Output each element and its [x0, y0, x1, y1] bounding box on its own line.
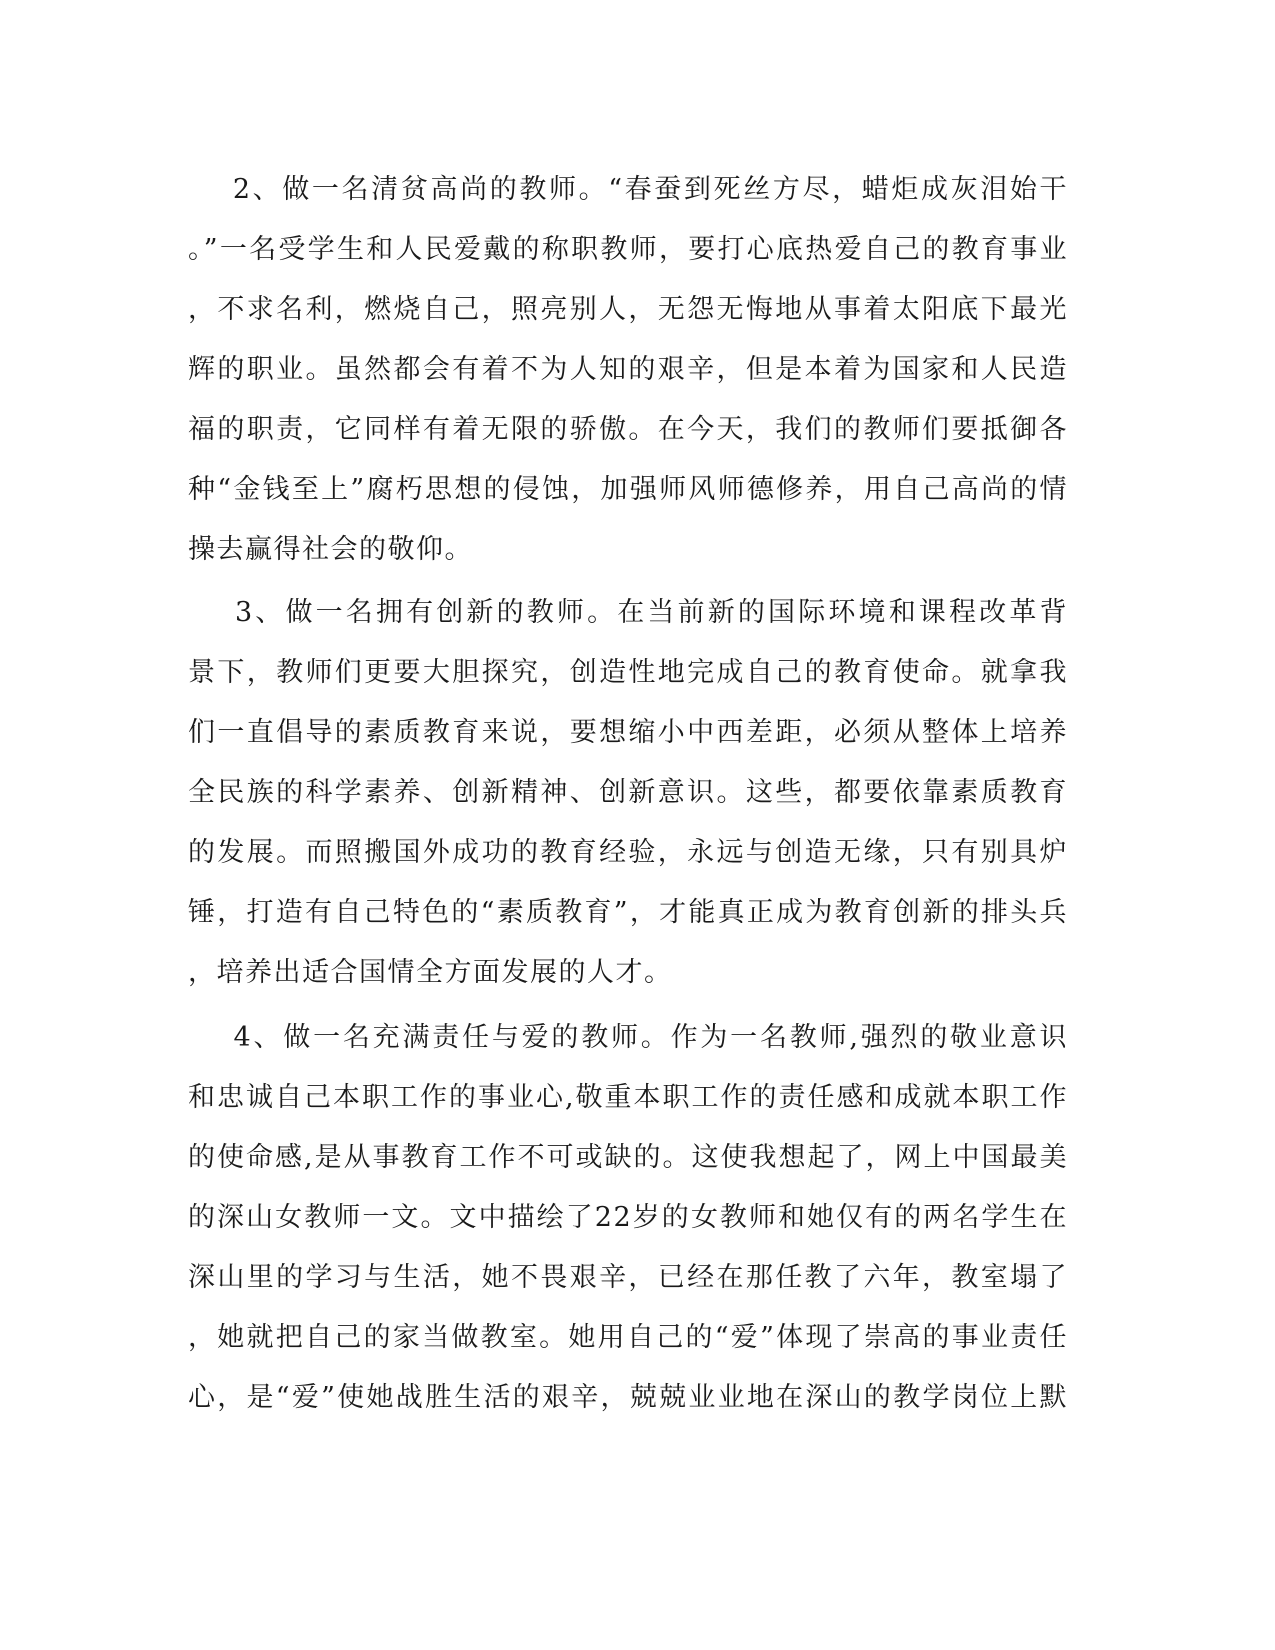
text-line: 全民族的科学素养、创新精神、创新意识。这些，都要依靠素质教育: [188, 777, 1068, 808]
text-line: 2、做一名清贫高尚的教师。“春蚕到死丝方尽，蜡炬成灰泪始干: [188, 174, 1068, 205]
text-line: 锤，打造有自己特色的“素质教育”，才能真正成为教育创新的排头兵: [188, 897, 1068, 928]
text-line: ，她就把自己的家当做教室。她用自己的“爱”体现了崇高的事业责任: [188, 1322, 1068, 1353]
text-line: 辉的职业。虽然都会有着不为人知的艰辛，但是本着为国家和人民造: [188, 354, 1068, 385]
text-line: 景下，教师们更要大胆探究，创造性地完成自己的教育使命。就拿我: [188, 657, 1068, 688]
text-line: ，培养出适合国情全方面发展的人才。: [188, 957, 673, 988]
text-line: 心，是“爱”使她战胜生活的艰辛，兢兢业业地在深山的教学岗位上默: [188, 1382, 1068, 1413]
text-line: 的深山女教师一文。文中描绘了22岁的女教师和她仅有的两名学生在: [188, 1202, 1068, 1233]
text-line: 种“金钱至上”腐朽思想的侵蚀，加强师风师德修养，用自己高尚的情: [188, 474, 1068, 505]
text-line: 的发展。而照搬国外成功的教育经验，永远与创造无缘，只有别具炉: [188, 837, 1068, 868]
text-line: ，不求名利，燃烧自己，照亮别人，无怨无悔地从事着太阳底下最光: [188, 294, 1068, 325]
text-line: 深山里的学习与生活，她不畏艰辛，已经在那任教了六年，教室塌了: [188, 1262, 1068, 1293]
text-line: 。”一名受学生和人民爱戴的称职教师，要打心底热爱自己的教育事业: [188, 234, 1068, 265]
paragraph-4: [188, 1008, 1068, 1428]
text-line: 和忠诚自己本职工作的事业心,敬重本职工作的责任感和成就本职工作: [188, 1082, 1068, 1113]
text-line: 操去赢得社会的敬仰。: [188, 534, 473, 565]
text-line: 们一直倡导的素质教育来说，要想缩小中西差距，必须从整体上培养: [188, 717, 1068, 748]
text-line: 3、做一名拥有创新的教师。在当前新的国际环境和课程改革背: [188, 597, 1068, 628]
text-line: 的使命感,是从事教育工作不可或缺的。这使我想起了，网上中国最美: [188, 1142, 1068, 1173]
paragraph-2: [188, 160, 1068, 580]
text-line: 福的职责，它同样有着无限的骄傲。在今天，我们的教师们要抵御各: [188, 414, 1068, 445]
paragraph-3: [188, 583, 1068, 1003]
text-line: 4、做一名充满责任与爱的教师。作为一名教师,强烈的敬业意识: [188, 1022, 1068, 1053]
